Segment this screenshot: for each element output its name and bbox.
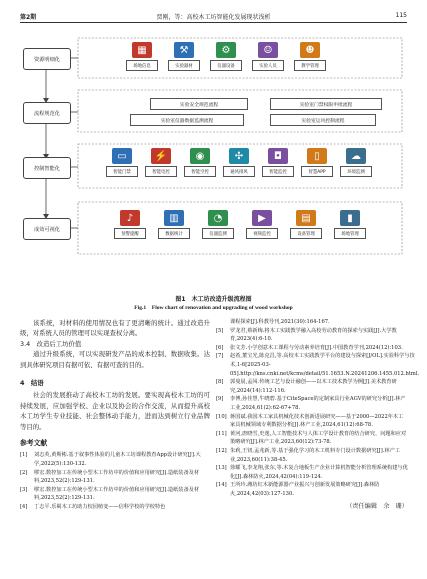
visual-item: ▤ 设备管理 <box>292 210 320 239</box>
control-item: ☁ 环境监测 <box>342 148 370 177</box>
plug-icon: ⚡ <box>151 148 171 164</box>
resource-item: ☺ 实验人员 <box>254 42 282 71</box>
monitor-icon: ▭ <box>112 148 132 164</box>
video-icon: ▶ <box>252 210 272 226</box>
reference-item: [8] 郭曼晨,孟闯.传统工艺与设计融创——以木工技术教学为例[J].美术教育研究,2024(14):112-116. <box>216 379 397 394</box>
issue-number: 第2期 <box>20 14 37 21</box>
bell-icon: ♪ <box>120 210 140 226</box>
paragraph: 社会的发展推动了高校木工坊的发展。要实现高校木工坊的可持续发展，应加强学校、企业以及协会的合作交流，从而提升高校木工坊学生专业技能、社会整体动手能力，进而达到树立行业品牌等目的。 <box>20 391 210 431</box>
header-rule <box>20 22 407 23</box>
figure-caption-en: Fig.1 Flow chart of renovation and upgrading of wood workshop <box>134 305 293 311</box>
control-item: ✣ 通风排风 <box>225 148 253 177</box>
camera-icon: ◘ <box>268 148 288 164</box>
reference-item: [5] 罗龙君,蔡新梅.将木工实践教学融入高校劳动教育的探索与实践[J].大学教育,2023(4):6-10. <box>216 327 397 343</box>
right-column <box>216 318 420 512</box>
references-heading: 参考文献 <box>20 439 48 448</box>
process-box: 实验安全规范流程 <box>150 98 248 110</box>
stage-control: 控制智能化 <box>23 157 71 179</box>
paragraph: 通过升级系统，可以实现研发产品的成本控制、数据收集。达到具体研究项目有据可依、有据可查的目的。 <box>20 350 210 369</box>
responsible-editor: （责任编辑 余 珊） <box>346 503 408 511</box>
resource-icon-row <box>128 42 324 71</box>
section-heading: 4 结语 <box>20 379 44 388</box>
teacher-icon: ☺ <box>258 42 278 58</box>
process-box: 实验室运风控制流程 <box>270 114 376 126</box>
reference-item: [1] 刘志英,黄斯彬.基于叙事性体验的儿童木工坊课程教育App设计研究[J].大学,2022(5):130-132. <box>20 452 201 468</box>
dashboard-icon: ◔ <box>208 210 228 226</box>
control-item: ▯ 智慧APP <box>303 148 331 177</box>
visual-item: ▮ 场地管理 <box>336 210 364 239</box>
reference-item: [12] 朱莉,王钮,孟兆新,等.基于强化学习的木工机料专门设计数据研究[J].林产工业,2023,60(11):38-45. <box>216 447 400 463</box>
resource-item: ▦ 场地信息 <box>128 42 156 71</box>
tools-icon: ⚒ <box>174 42 194 58</box>
reference-item: [6] 张文芳.小学创意木工课程与劳动素养培育[J].中国教育学刊,2024(12):103. <box>216 344 403 351</box>
running-title: 贾刚，等：高校木工坊智能化发展现状浅析 <box>156 14 271 21</box>
clipboard-icon: ▤ <box>296 210 316 226</box>
control-item: ◉ 智能空控 <box>186 148 214 177</box>
paragraph: 该系统，对材料的使用情况也有了更清晰的统计。通过改造升级，对系统人员的管理可以实现查权分离。 <box>20 319 210 338</box>
door-icon: ▮ <box>340 210 360 226</box>
figure-caption-cn: 图1 木工坊改造升级流程图 <box>175 296 252 303</box>
reference-item: [11] 黄河,唐晓雪,史逸,人工智能技术与人体工学设计教育的结合研究、问题和应对策略研究[J].林产工业,2023,60(12):73-78. <box>216 430 407 446</box>
resource-item: ⚒ 实验器材 <box>170 42 198 71</box>
reference-item: [7] 赵希,董宝光,陈克昌,等.高校木工实践教学平台的建设与探索[J/OL].实验科学与技术,1-6[2025-03-05].http://kns.cnki.net/kcms/detail/51.1653.N.20241206.1455.012.html. <box>216 353 420 377</box>
visual-item: ▥ 数据统计 <box>160 210 188 239</box>
control-item: ◘ 智能监控 <box>264 148 292 177</box>
section-heading: 3.4 改造后工坊价值 <box>20 339 82 348</box>
cloud-icon: ☁ <box>346 148 366 164</box>
process-box: 实验室门禁权限申批流程 <box>270 98 382 110</box>
visual-icon-row <box>116 210 364 239</box>
reference-item: [2] 缪宏.数控加工在传统小型木工作坊中的价值和应用研究[J].造纸装备及材料,2023,52(2):129-131. <box>20 469 200 485</box>
left-column <box>20 318 210 512</box>
reference-item: 课程探索[J].科教导刊,2021(30):164-167. <box>230 319 330 325</box>
chart-icon: ▥ <box>164 210 184 226</box>
visual-item: ♪ 预警提醒 <box>116 210 144 239</box>
reference-item: [4] 丁志平.乐蜀木工坊助力校园植变——信科学校的学校特色 <box>20 504 166 511</box>
visual-item: ◔ 仪器监测 <box>204 210 232 239</box>
control-item: ▭ 智能门禁 <box>108 148 136 177</box>
building-icon: ▦ <box>132 42 152 58</box>
stage-resource: 资源明细化 <box>23 48 71 70</box>
page-number: 115 <box>395 12 407 19</box>
visual-item: ▶ 视频监控 <box>248 210 276 239</box>
flowchart-figure <box>20 28 407 288</box>
gear-icon: ⚙ <box>216 42 236 58</box>
student-icon: ☻ <box>300 42 320 58</box>
reference-item: [9] 李博,孙佳慧,牛晓碧.基于CiteSpace的定制家具行业AGV的研究分析[J].林产工业,2024,61(2):62-67+78. <box>216 396 406 411</box>
reference-item: [14] 王所玲.潍坊红木新能源器产业振兴与创新发展策略研究[J].森林防火,2024,42(03):127-130. <box>216 482 380 497</box>
phone-icon: ▯ <box>307 148 327 164</box>
wifi-icon: ◉ <box>190 148 210 164</box>
resource-item: ☻ 教学管理 <box>296 42 324 71</box>
reference-item: [13] 徐耀飞,李龙翔,张东,等.木复合地板生产企业计算机智能分析管理系统构建与优化[J].森林防火,2024,42(04):119-124. <box>216 465 408 480</box>
process-box: 实验室仪器数据监测流程 <box>130 114 244 126</box>
reference-item: [3] 缪宏.数控加工在传统小型木工作坊中的价值和应用研究[J].造纸装备及材料,2023,52(2):129-131. <box>20 486 200 502</box>
control-icon-row <box>108 148 370 177</box>
control-item: ⚡ 智能电控 <box>147 148 175 177</box>
resource-item: ⚙ 仪器设备 <box>212 42 240 71</box>
stage-process: 流程规范化 <box>23 102 71 124</box>
air-icon: ✣ <box>229 148 249 164</box>
stage-visual: 成效可视化 <box>23 218 71 240</box>
reference-item: [10] 蒋国斌.我国木工家具机械化技术创新进展研究——基于2000—2022年木工家具机械领域专利数据分析[J].林产工业,2024,61(12):68-78. <box>216 413 404 429</box>
